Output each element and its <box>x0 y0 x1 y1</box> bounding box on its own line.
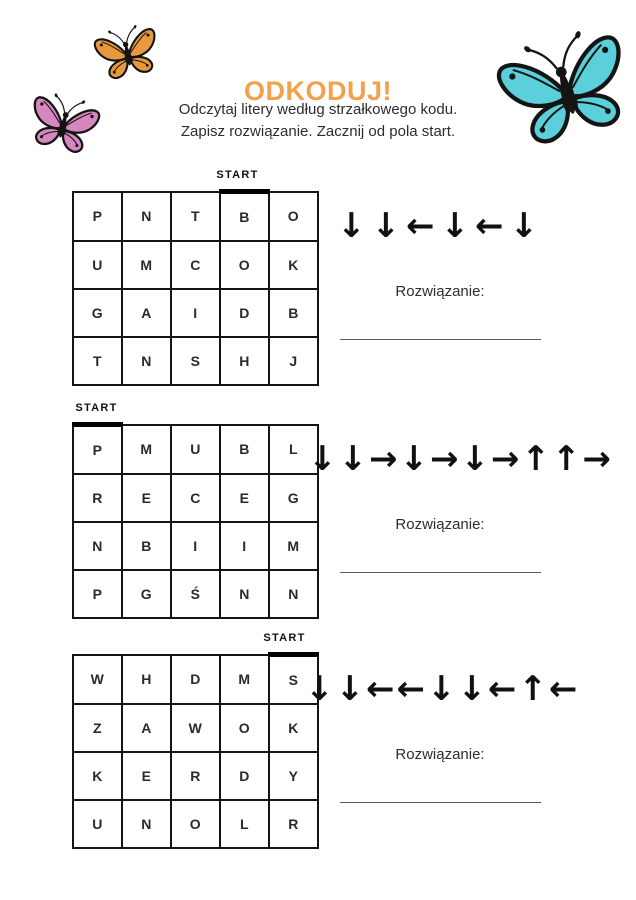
grid-cell: S <box>171 337 220 385</box>
grid-cell: M <box>220 655 269 705</box>
grid-cell: L <box>269 425 318 475</box>
grid-cell: N <box>122 337 171 385</box>
letter-grid-3 <box>72 652 319 849</box>
grid-cell: K <box>269 704 318 752</box>
grid-row <box>73 425 318 475</box>
grid-cell: U <box>73 241 122 289</box>
grid-cell: K <box>269 241 318 289</box>
puzzle-3 <box>0 628 636 843</box>
grid-cell: M <box>269 522 318 570</box>
instructions-line-1: Odczytaj litery według strzałkowego kodu. <box>178 101 458 118</box>
grid-cell: G <box>122 570 171 618</box>
solution-line <box>340 572 541 573</box>
grid-cell: L <box>220 800 269 848</box>
arrow-code-1: ↓↓←↓←↓ <box>337 206 544 246</box>
grid-cell: R <box>269 800 318 848</box>
grid-cell: O <box>220 241 269 289</box>
grid-cell: B <box>122 522 171 570</box>
grid-cell: Y <box>269 752 318 800</box>
grid-cell: N <box>122 800 171 848</box>
grid-row <box>73 570 318 618</box>
grid-cell: O <box>269 192 318 242</box>
grid-cell: C <box>171 241 220 289</box>
grid-row <box>73 752 318 800</box>
instructions-line-2: Zapisz rozwiązanie. Zacznij od pola start. <box>180 122 456 140</box>
grid-cell: W <box>171 704 220 752</box>
grid-cell: R <box>73 474 122 522</box>
grid-cell: J <box>269 337 318 385</box>
grid-cell: C <box>171 474 220 522</box>
grid-area-2 <box>72 402 319 619</box>
grid-cell: R <box>171 752 220 800</box>
grid-cell: S <box>269 655 318 705</box>
start-label: START <box>216 169 259 181</box>
grid-cell: P <box>73 570 122 618</box>
grid-cell: N <box>269 570 318 618</box>
grid-area-3 <box>72 632 319 849</box>
grid-cell: P <box>73 425 122 475</box>
solution-line <box>340 802 541 803</box>
grid-cell: O <box>220 704 269 752</box>
grid-cell: G <box>73 289 122 337</box>
grid-cell: O <box>171 800 220 848</box>
grid-cell: I <box>171 289 220 337</box>
grid-cell: I <box>171 522 220 570</box>
grid-cell: D <box>220 752 269 800</box>
page-title: ODKODUJ! <box>243 76 392 107</box>
grid-row <box>73 289 318 337</box>
grid-cell: E <box>122 752 171 800</box>
grid-cell: I <box>220 522 269 570</box>
grid-row <box>73 655 318 705</box>
grid-area-1 <box>72 169 319 386</box>
grid-cell: N <box>73 522 122 570</box>
puzzle-2 <box>0 398 636 613</box>
arrow-code-2: ↓↓→↓→↓→↑↑→ <box>308 439 613 479</box>
grid-cell: P <box>73 192 122 242</box>
grid-row <box>73 704 318 752</box>
grid-cell: E <box>122 474 171 522</box>
grid-row <box>73 192 318 242</box>
grid-cell: T <box>73 337 122 385</box>
solution-label: Rozwiązanie: <box>395 283 485 300</box>
start-label: START <box>263 632 306 644</box>
grid-cell: B <box>220 192 269 242</box>
grid-row <box>73 474 318 522</box>
grid-cell: B <box>269 289 318 337</box>
solution-line <box>340 339 541 340</box>
grid-cell: K <box>73 752 122 800</box>
grid-row <box>73 241 318 289</box>
grid-row <box>73 800 318 848</box>
arrow-code-3: ↓↓←←↓↓←↑← <box>305 669 580 709</box>
solution-label: Rozwiązanie: <box>395 516 485 533</box>
grid-cell: M <box>122 425 171 475</box>
grid-cell: N <box>122 192 171 242</box>
grid-cell: H <box>220 337 269 385</box>
grid-cell: Z <box>73 704 122 752</box>
grid-row <box>73 337 318 385</box>
grid-cell: U <box>171 425 220 475</box>
grid-cell: Ś <box>171 570 220 618</box>
grid-cell: U <box>73 800 122 848</box>
grid-cell: E <box>220 474 269 522</box>
instructions <box>0 99 636 143</box>
grid-cell: H <box>122 655 171 705</box>
grid-cell: A <box>122 289 171 337</box>
solution-label: Rozwiązanie: <box>395 746 485 763</box>
letter-grid-1 <box>72 189 319 386</box>
grid-cell: B <box>220 425 269 475</box>
grid-row <box>73 522 318 570</box>
grid-cell: D <box>220 289 269 337</box>
grid-cell: A <box>122 704 171 752</box>
grid-cell: G <box>269 474 318 522</box>
grid-cell: M <box>122 241 171 289</box>
grid-cell: N <box>220 570 269 618</box>
grid-cell: D <box>171 655 220 705</box>
letter-grid-2 <box>72 422 319 619</box>
grid-cell: T <box>171 192 220 242</box>
grid-cell: W <box>73 655 122 705</box>
start-label: START <box>75 402 118 414</box>
puzzle-1 <box>0 165 636 380</box>
